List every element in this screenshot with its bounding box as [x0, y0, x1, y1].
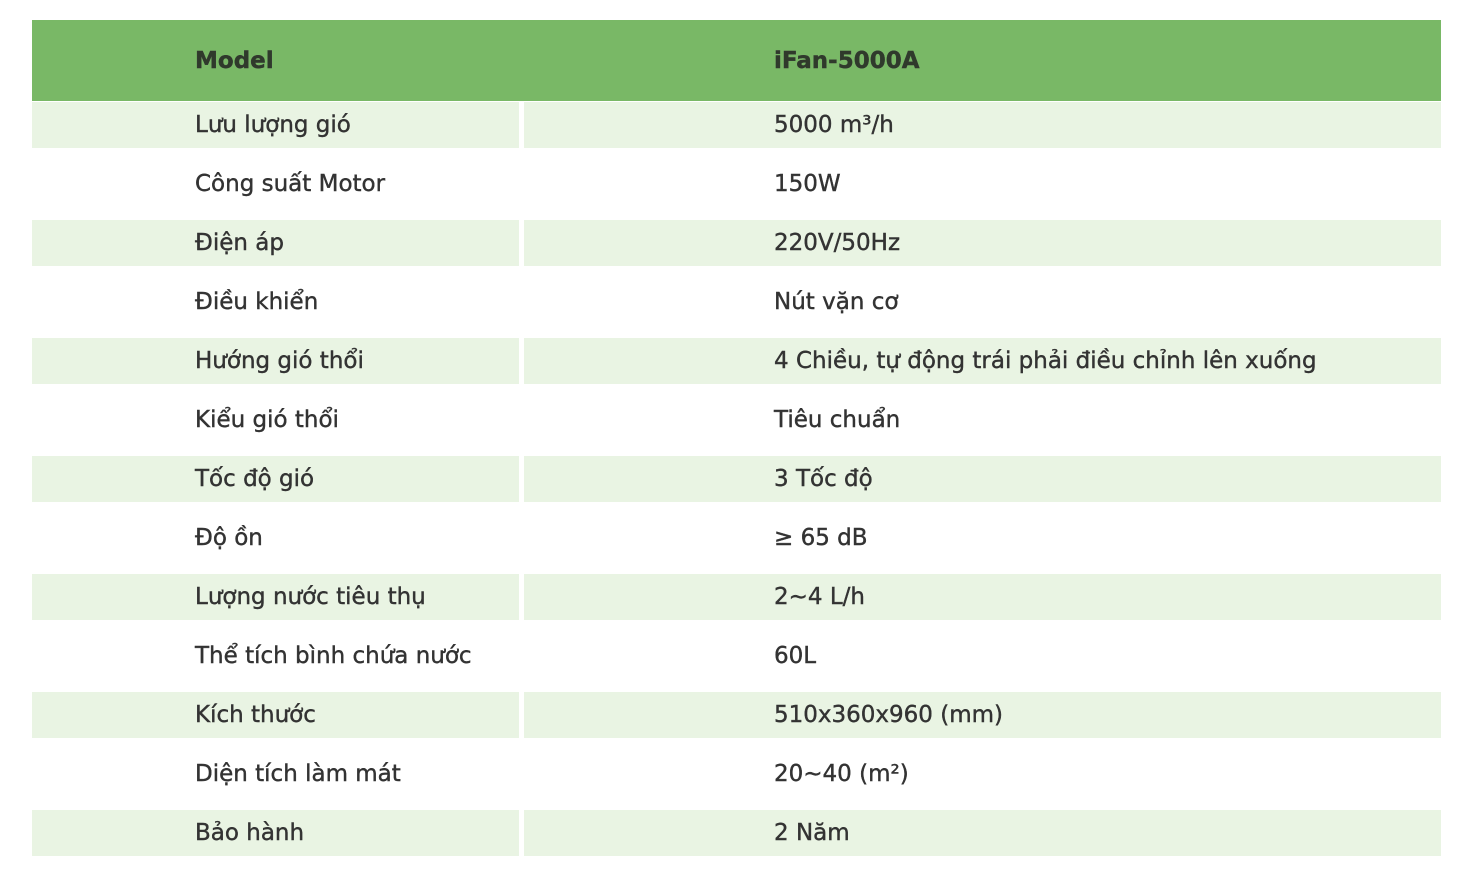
row-value: 150W: [774, 171, 841, 197]
header-value: iFan-5000A: [774, 47, 920, 74]
table-header-row: [32, 20, 1441, 101]
table-row: [32, 750, 1441, 809]
row-label: Lưu lượng gió: [195, 112, 351, 138]
row-value: 3 Tốc độ: [774, 466, 873, 492]
row-label: Điện áp: [195, 230, 284, 256]
table-row: [32, 691, 1441, 750]
table-row: [32, 219, 1441, 278]
row-label: Độ ồn: [195, 525, 263, 551]
row-value: 5000 m³/h: [774, 112, 894, 138]
row-value: 2 Năm: [774, 820, 850, 846]
table-row: [32, 809, 1441, 868]
table-row: [32, 573, 1441, 632]
row-label: Tốc độ gió: [195, 466, 315, 492]
row-value: 510x360x960 (mm): [774, 702, 1003, 728]
table-row: [32, 396, 1441, 455]
table-row: [32, 632, 1441, 691]
row-label: Công suất Motor: [195, 171, 386, 197]
table-row: [32, 160, 1441, 219]
row-label: Thể tích bình chứa nước: [195, 643, 472, 669]
row-value: ≥ 65 dB: [774, 525, 868, 551]
row-value: Nút vặn cơ: [774, 289, 899, 315]
row-value: 4 Chiều, tự động trái phải điều chỉnh lên xuống: [774, 348, 1317, 374]
table-row: [32, 455, 1441, 514]
row-label: Lượng nước tiêu thụ: [195, 584, 426, 610]
row-value: 2~4 L/h: [774, 584, 865, 610]
row-label: Điều khiển: [195, 289, 319, 315]
row-label: Kích thước: [195, 702, 316, 728]
row-value: 220V/50Hz: [774, 230, 901, 256]
row-label: Diện tích làm mát: [195, 761, 401, 787]
row-label: Bảo hành: [195, 820, 305, 846]
row-value: 20~40 (m²): [774, 761, 909, 787]
row-label: Kiểu gió thổi: [195, 407, 339, 433]
table-row: [32, 101, 1441, 160]
table-row: [32, 337, 1441, 396]
header-label: Model: [195, 47, 274, 74]
row-value: Tiêu chuẩn: [774, 407, 901, 433]
table-row: [32, 278, 1441, 337]
spec-table: [32, 20, 1441, 868]
table-row: [32, 514, 1441, 573]
row-value: 60L: [774, 643, 817, 669]
row-label: Hướng gió thổi: [195, 348, 364, 374]
